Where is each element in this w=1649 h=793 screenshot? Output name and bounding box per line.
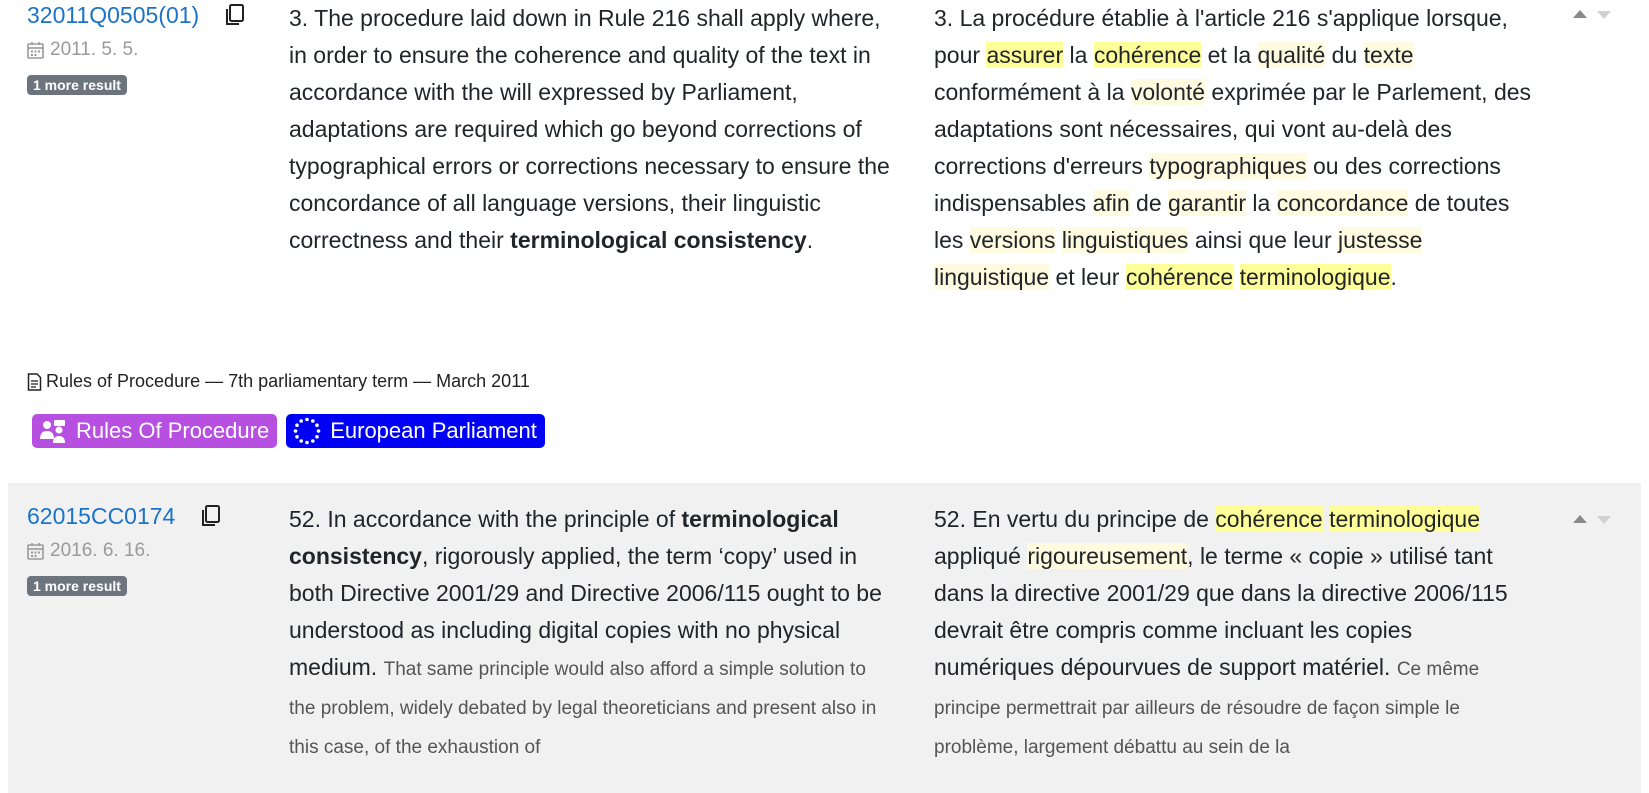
result-date: 2011. 5. 5. bbox=[27, 39, 267, 61]
arrow-down-icon[interactable] bbox=[1597, 516, 1611, 524]
result-date: 2016. 6. 16. bbox=[27, 540, 267, 562]
copy-icon[interactable] bbox=[222, 3, 246, 27]
navigation-arrows bbox=[1573, 10, 1611, 19]
more-results-badge[interactable]: 1 more result bbox=[27, 75, 127, 95]
arrow-up-icon[interactable] bbox=[1573, 10, 1587, 18]
context-text: That same principle would also afford a simple solution to the problem, widely debated by legal theoreticians and present also in this case, of the exhaustion of bbox=[289, 659, 877, 758]
french-text: 3. La procédure établie à l'article 216 s'applique lorsque, pour assurer la cohérence et la qualité du texte conformément à la volonté exprimée par le Parlement, des adaptations sont nécessaires, qui vont au-delà des corrections d'erreurs typographiques ou des corrections indispensables afin de garantir la concordance de toutes les versions linguistiques ainsi que leur justesse linguistique et leur cohérence terminologique. bbox=[934, 5, 1532, 290]
copy-icon[interactable] bbox=[198, 504, 222, 528]
result-meta bbox=[27, 503, 267, 596]
result-meta bbox=[27, 2, 267, 95]
english-text: 52. In accordance with the principle of terminological consistency, rigorously applied, the term ‘copy’ used in both Directive 2001/29 and Directive 2006/115 ought to be understood as including digital copies with no physical medium. That same principle would also afford a simple solution to the problem, widely debated by legal theoreticians and present also in this case, of the exhaustion of bbox=[289, 506, 882, 758]
arrow-down-icon[interactable] bbox=[1597, 11, 1611, 19]
document-id-link[interactable]: 32011Q0505(01) bbox=[27, 2, 200, 28]
calendar-icon bbox=[27, 41, 44, 59]
context-text: Ce même principe permettrait par ailleurs de résoudre de façon simple le problème, largement débattu au sein de la bbox=[934, 659, 1480, 758]
english-text: 3. The procedure laid down in Rule 216 shall apply where, in order to ensure the coherence and quality of the text in accordance with the will expressed by Parliament, adaptations are required which go beyond corrections of typographical errors or corrections necessary to ensure the concordance of all language versions, their linguistic correctness and their terminological consistency. bbox=[289, 5, 890, 253]
people-icon bbox=[38, 418, 68, 444]
navigation-arrows bbox=[1573, 515, 1611, 524]
tag-rules-of-procedure[interactable]: Rules Of Procedure bbox=[32, 414, 277, 448]
french-text: 52. En vertu du principe de cohérence terminologique appliqué rigoureusement, le terme « copie » utilisé tant dans la directive 2001/29 que dans la directive 2006/115 devrait être compris comme incluant les copies numériques dépourvues de support matériel. Ce même principe permettrait par ailleurs de résoudre de façon simple le problème, largement débattu au sein de la bbox=[934, 506, 1508, 758]
document-id-link[interactable]: 62015CC0174 bbox=[27, 503, 176, 529]
source-document: Rules of Procedure — 7th parliamentary term — March 2011 bbox=[27, 371, 530, 392]
more-results-badge[interactable]: 1 more result bbox=[27, 576, 127, 596]
result-row bbox=[8, 483, 1641, 793]
document-icon bbox=[27, 373, 42, 391]
calendar-icon bbox=[27, 542, 44, 560]
tag-european-parliament[interactable]: European Parliament bbox=[286, 414, 545, 448]
eu-stars-icon bbox=[292, 416, 322, 446]
tag-list bbox=[32, 414, 545, 448]
arrow-up-icon[interactable] bbox=[1573, 515, 1587, 523]
